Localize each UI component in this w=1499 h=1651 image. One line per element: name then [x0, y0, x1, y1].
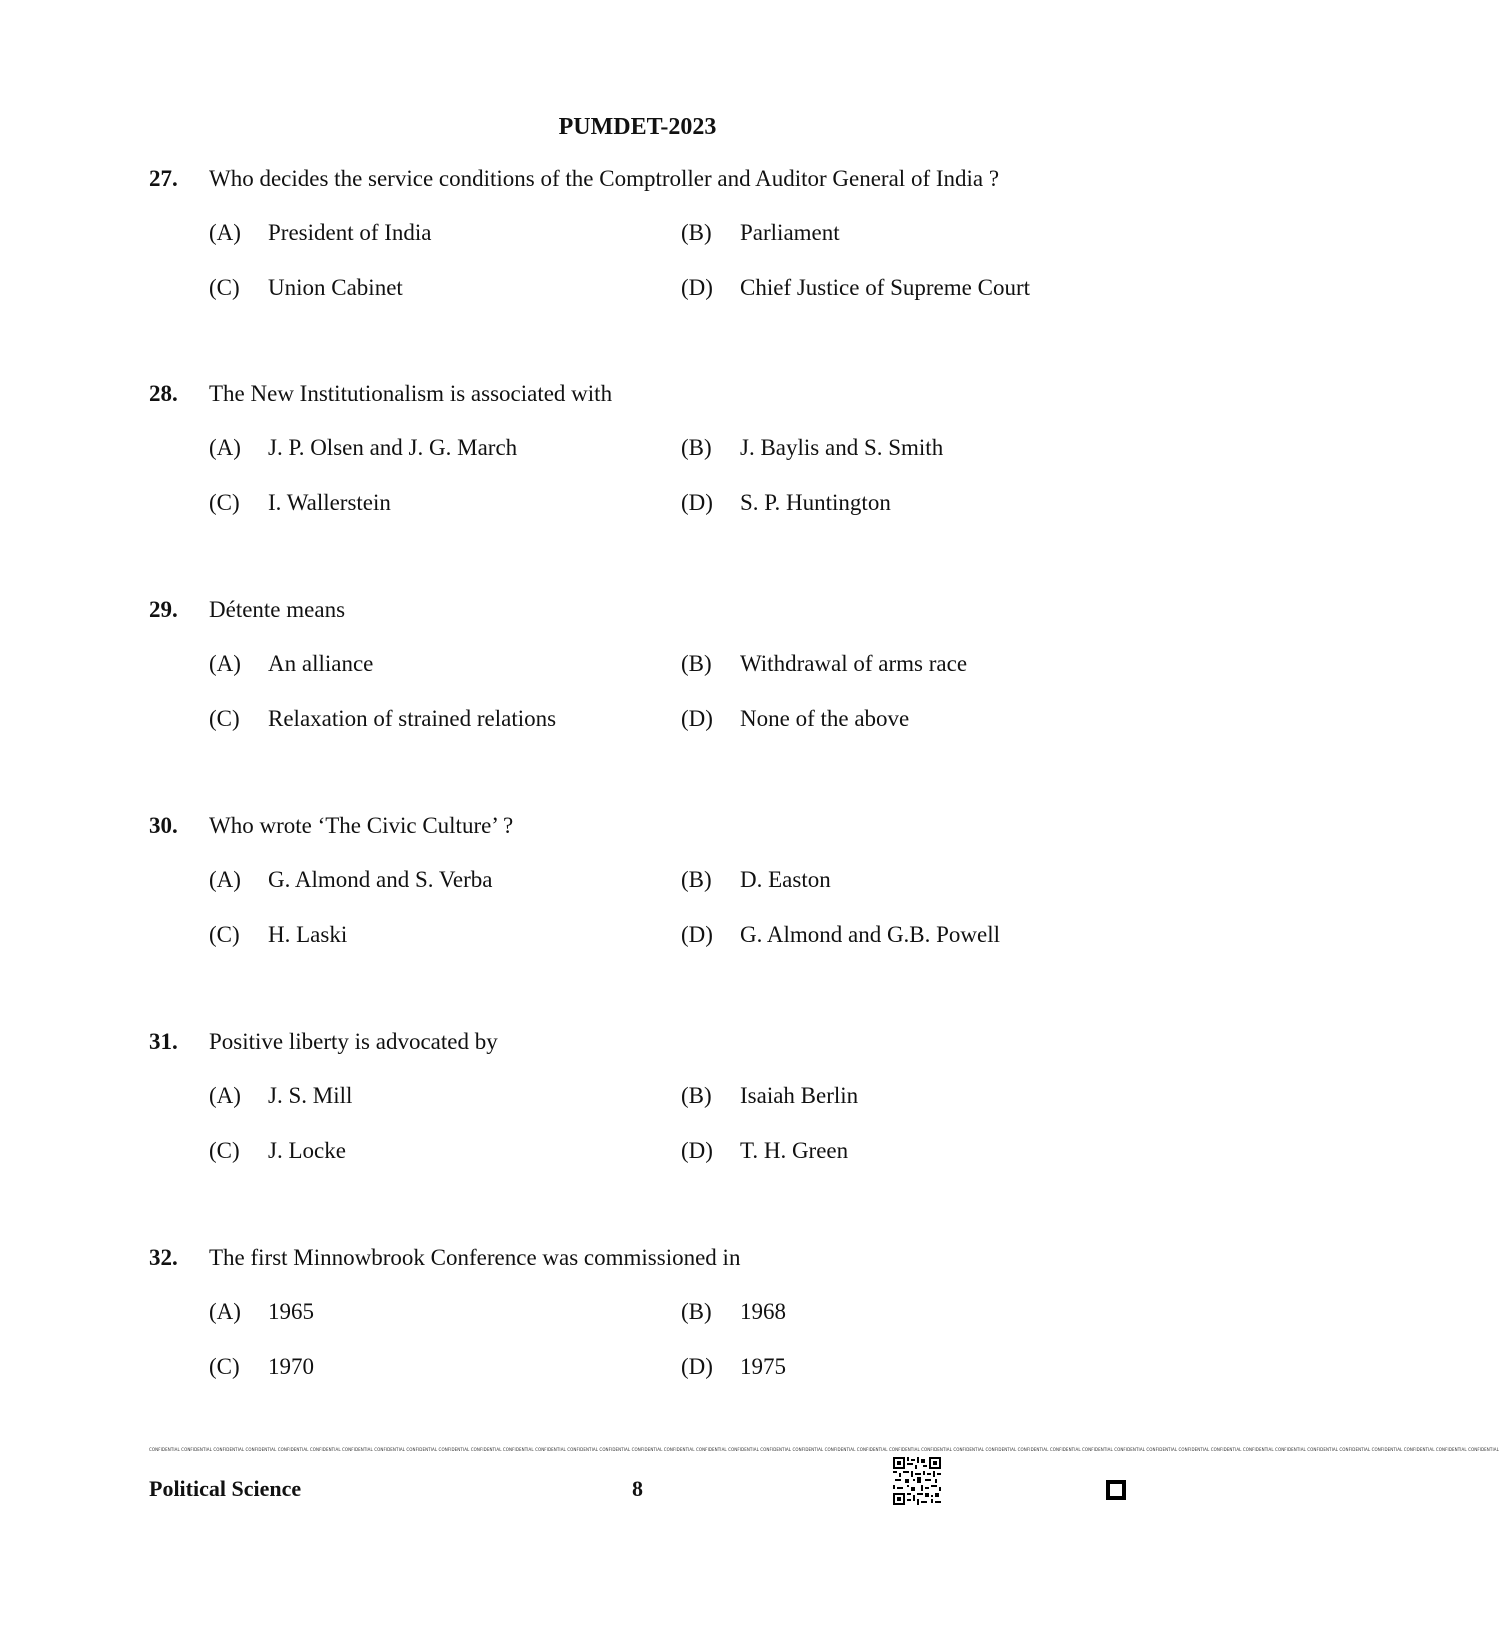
option-text: J. P. Olsen and J. G. March: [268, 435, 518, 460]
option-label: (C): [209, 490, 240, 515]
question-27: [0, 166, 1275, 336]
option-label: (C): [209, 1354, 240, 1379]
question-30: [0, 813, 1275, 983]
option-label: (D): [681, 706, 713, 731]
option-label: (B): [681, 1299, 712, 1324]
option-label: (A): [209, 1299, 241, 1324]
option-label: (C): [209, 1138, 240, 1163]
option-text: Isaiah Berlin: [740, 1083, 859, 1108]
option-text: J. Baylis and S. Smith: [740, 435, 944, 460]
option-text: Withdrawal of arms race: [740, 651, 968, 676]
option-text: H. Laski: [268, 922, 348, 947]
question-28: [0, 381, 1275, 551]
confidential-microtext-strip: CONFIDENTIAL CONFIDENTIAL CONFIDENTIAL CONFIDENTIAL CONFIDENTIAL CONFIDENTIAL CONFIDENTIAL CONFIDENTIAL CONFIDENTIAL CONFIDENTIAL CONFIDENTIAL CONFIDENTIAL CONFIDENTIAL CONFIDENTIAL CONFIDENTIAL CONFIDENTIAL CONFIDENTIAL CONFIDENTIAL CONFIDENTIAL CONFIDENTIAL CONFIDENTIAL CONFIDENTIAL CONFIDENTIAL CONFIDENTIAL CONFIDENTIAL CONFIDENTIAL CONFIDENTIAL CONFIDENTIAL CONFIDENTIAL CONFIDENTIAL CONFIDENTIAL CONFIDENTIAL CONFIDENTIAL CONFIDENTIAL CONFIDENTIAL CONFIDENTIAL CONFIDENTIAL CONFIDENTIAL CONFIDENTIAL CONFIDENTIAL CONFIDENTIAL CONFIDENTIAL: [149, 1447, 1499, 1452]
option-label: (A): [209, 867, 241, 892]
option-label: (D): [681, 922, 713, 947]
option-label: (D): [681, 1138, 713, 1163]
option-label: (A): [209, 435, 241, 460]
option-text: S. P. Huntington: [740, 490, 891, 515]
page-number: 8: [632, 1476, 643, 1501]
option-text: J. Locke: [268, 1138, 346, 1163]
option-label: (B): [681, 867, 712, 892]
question-text: Détente means: [209, 597, 346, 622]
question-32: [0, 1245, 1275, 1415]
option-label: (B): [681, 1083, 712, 1108]
option-text: Parliament: [740, 220, 840, 245]
option-label: (D): [681, 1354, 713, 1379]
page-header-title: PUMDET-2023: [558, 114, 717, 140]
question-number: 28.: [149, 381, 178, 406]
option-text: 1965: [268, 1299, 314, 1324]
option-text: Union Cabinet: [268, 275, 403, 300]
option-label: (C): [209, 275, 240, 300]
question-number: 32.: [149, 1245, 178, 1270]
option-text: None of the above: [740, 706, 910, 731]
question-31: [0, 1029, 1275, 1199]
option-text: T. H. Green: [740, 1138, 849, 1163]
question-text: Who decides the service conditions of the Comptroller and Auditor General of India ?: [209, 166, 1000, 191]
question-number: 29.: [149, 597, 178, 622]
option-label: (D): [681, 490, 713, 515]
question-text: Positive liberty is advocated by: [209, 1029, 498, 1054]
option-text: 1975: [740, 1354, 786, 1379]
question-text: The first Minnowbrook Conference was commissioned in: [209, 1245, 741, 1270]
option-label: (A): [209, 651, 241, 676]
option-text: 1968: [740, 1299, 786, 1324]
option-text: Chief Justice of Supreme Court: [740, 275, 1031, 300]
option-label: (A): [209, 220, 241, 245]
square-marker-icon: [1106, 1480, 1126, 1500]
question-29: [0, 597, 1275, 767]
option-text: I. Wallerstein: [268, 490, 391, 515]
option-text: An alliance: [268, 651, 374, 676]
option-text: D. Easton: [740, 867, 831, 892]
question-number: 31.: [149, 1029, 178, 1054]
question-number: 30.: [149, 813, 178, 838]
option-label: (D): [681, 275, 713, 300]
option-text: J. S. Mill: [268, 1083, 353, 1108]
question-number: 27.: [149, 166, 178, 191]
footer-subject: Political Science: [149, 1476, 302, 1501]
option-label: (B): [681, 435, 712, 460]
option-text: 1970: [268, 1354, 314, 1379]
option-text: President of India: [268, 220, 432, 245]
option-label: (C): [209, 706, 240, 731]
option-text: G. Almond and S. Verba: [268, 867, 493, 892]
option-text: G. Almond and G.B. Powell: [740, 922, 1001, 947]
qr-code-icon: [893, 1457, 941, 1505]
option-label: (C): [209, 922, 240, 947]
option-label: (B): [681, 651, 712, 676]
option-label: (A): [209, 1083, 241, 1108]
question-text: The New Institutionalism is associated with: [209, 381, 613, 406]
option-text: Relaxation of strained relations: [268, 706, 557, 731]
option-label: (B): [681, 220, 712, 245]
question-text: Who wrote ‘The Civic Culture’ ?: [209, 813, 514, 838]
